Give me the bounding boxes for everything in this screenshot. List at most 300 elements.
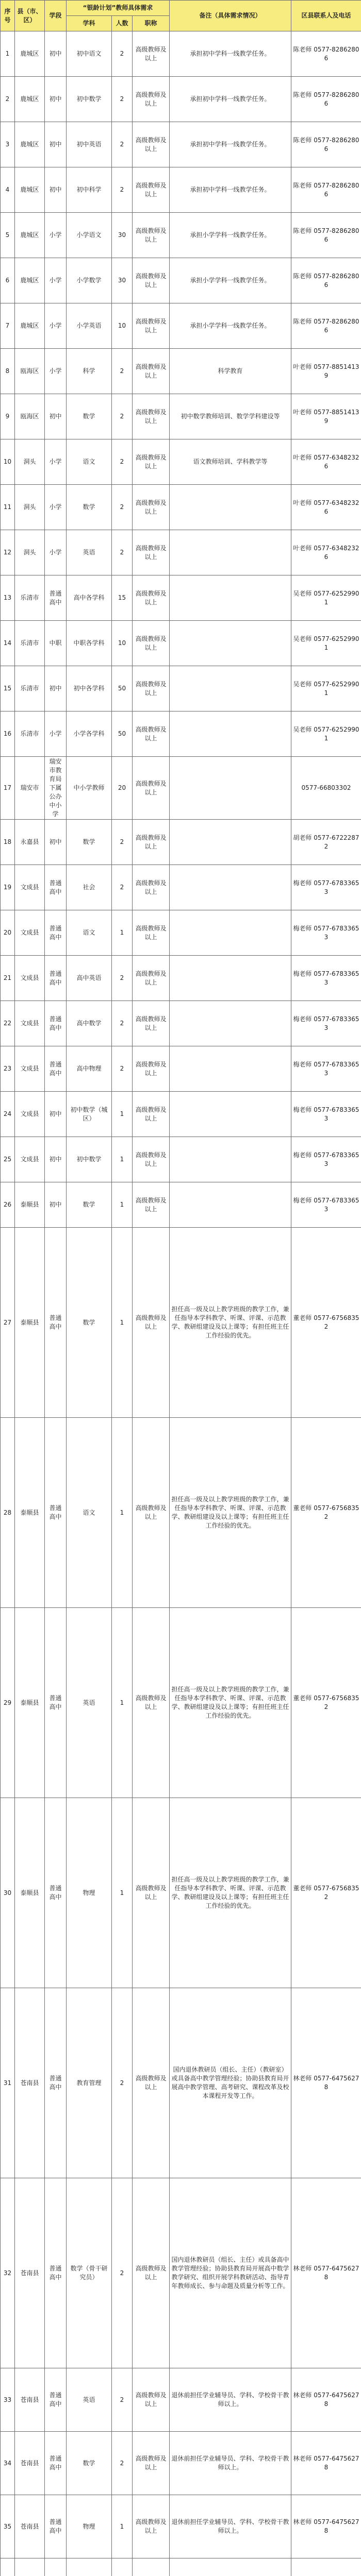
cell-seq: 7 — [1, 303, 15, 349]
cell-count: 15 — [112, 575, 133, 621]
cell-subject: 英语 — [67, 2368, 112, 2432]
cell-count: 2 — [112, 2368, 133, 2432]
cell-contact: 林老师 0577-64756278 — [291, 2432, 361, 2495]
cell-county — [15, 2558, 45, 2576]
cell-count: 1 — [112, 1182, 133, 1228]
cell-count: 2 — [112, 167, 133, 213]
cell-title: 高级教师及以上 — [133, 303, 170, 349]
cell-subject: 语文 — [67, 910, 112, 956]
cell-title: 高级教师及以上 — [133, 394, 170, 439]
cell-subject: 初中数学 — [67, 77, 112, 122]
cell-count: 1 — [112, 1798, 133, 1988]
cell-seq: 23 — [1, 1046, 15, 1092]
cell-count: 2 — [112, 439, 133, 485]
table-row — [1, 666, 361, 711]
cell-contact: 林老师 0577-64756278 — [291, 1988, 361, 2178]
cell-level: 初中 — [45, 122, 67, 167]
cell-level: 普通高中 — [45, 956, 67, 1001]
cell-title: 高级教师及以上 — [133, 666, 170, 711]
table-row — [1, 2432, 361, 2495]
cell-title: 高级教师及以上 — [133, 77, 170, 122]
cell-title: 高级教师及以上 — [133, 1228, 170, 1418]
cell-contact — [291, 2558, 361, 2576]
cell-subject: 初中语文 — [67, 31, 112, 77]
cell-seq: 17 — [1, 757, 15, 820]
cell-level: 普通高中 — [45, 575, 67, 621]
table-row — [1, 485, 361, 530]
cell-note: 科学教育 — [170, 349, 291, 394]
cell-title: 高级教师及以上 — [133, 1001, 170, 1046]
cell-county: 泰顺县 — [15, 1228, 45, 1418]
cell-contact: 吴老师 0577-62529901 — [291, 711, 361, 757]
cell-seq: 3 — [1, 122, 15, 167]
cell-title: 高级教师及以上 — [133, 439, 170, 485]
cell-count: 1 — [112, 910, 133, 956]
header-plan: “银龄计划”教师具体需求 — [67, 1, 170, 16]
cell-title: 高级教师及以上 — [133, 1798, 170, 1988]
cell-level: 普通高中 — [45, 1046, 67, 1092]
header-contact: 区县联系人及电话 — [291, 1, 361, 31]
cell-title: 高级教师及以上 — [133, 575, 170, 621]
cell-note — [170, 485, 291, 530]
cell-count: 30 — [112, 213, 133, 258]
cell-seq: 4 — [1, 167, 15, 213]
cell-level: 普通高中 — [45, 910, 67, 956]
table-row — [1, 820, 361, 865]
cell-contact: 董老师 0577-67568352 — [291, 1228, 361, 1418]
cell-count: 2 — [112, 1001, 133, 1046]
cell-contact: 0577-66803302 — [291, 757, 361, 820]
cell-note — [170, 956, 291, 1001]
cell-subject: 初中数学（城区） — [67, 1092, 112, 1137]
cell-note: 语文教师培训、学科教学等 — [170, 439, 291, 485]
cell-contact: 梅老师 0577-67833653 — [291, 910, 361, 956]
cell-contact: 梅老师 0577-67833653 — [291, 1092, 361, 1137]
cell-level: 普通高中 — [45, 1418, 67, 1608]
cell-contact: 陈老师 0577-82862806 — [291, 77, 361, 122]
cell-contact: 梅老师 0577-67833653 — [291, 1046, 361, 1092]
cell-level: 普通高中 — [45, 2432, 67, 2495]
cell-level: 初中 — [45, 1182, 67, 1228]
cell-contact: 董老师 0577-67568352 — [291, 1608, 361, 1798]
cell-county: 瓯海区 — [15, 394, 45, 439]
table-row — [1, 910, 361, 956]
cell-count: 2 — [112, 349, 133, 394]
cell-level — [45, 2558, 67, 2576]
cell-county: 泰顺县 — [15, 1798, 45, 1988]
cell-contact: 叶老师 0577-63482326 — [291, 530, 361, 575]
cell-seq — [1, 2558, 15, 2576]
cell-count: 1 — [112, 1418, 133, 1608]
cell-seq: 2 — [1, 77, 15, 122]
cell-note — [170, 1137, 291, 1182]
cell-level: 初中 — [45, 1137, 67, 1182]
cell-contact: 叶老师 0577-88514139 — [291, 349, 361, 394]
cell-note: 退休前担任学业辅导员、学科、学校骨干教师以上。 — [170, 2432, 291, 2495]
cell-subject: 英语 — [67, 1608, 112, 1798]
table-row — [1, 213, 361, 258]
cell-title: 高级教师及以上 — [133, 2495, 170, 2558]
cell-title: 高级教师及以上 — [133, 258, 170, 303]
table-row — [1, 394, 361, 439]
cell-note: 承担初中学科一线教学任务。 — [170, 77, 291, 122]
cell-subject: 英语 — [67, 530, 112, 575]
cell-subject: 数学（骨干研究员） — [67, 2178, 112, 2368]
cell-level: 小学 — [45, 485, 67, 530]
cell-level: 初中 — [45, 77, 67, 122]
cell-subject: 初中各学科 — [67, 666, 112, 711]
cell-county: 文成县 — [15, 1046, 45, 1092]
cell-county: 乐清市 — [15, 575, 45, 621]
cell-level: 普通高中 — [45, 1798, 67, 1988]
cell-contact: 叶老师 0577-63482326 — [291, 485, 361, 530]
cell-note: 承担小学学科一线教学任务。 — [170, 213, 291, 258]
cell-subject: 数学 — [67, 1182, 112, 1228]
table-row — [1, 1608, 361, 1798]
cell-contact: 陈老师 0577-82862806 — [291, 303, 361, 349]
cell-subject: 中职各学科 — [67, 621, 112, 666]
table-row — [1, 31, 361, 77]
cell-contact: 董老师 0577-67568352 — [291, 1418, 361, 1608]
cell-contact: 陈老师 0577-82862806 — [291, 213, 361, 258]
cell-subject: 小学各学科 — [67, 711, 112, 757]
cell-seq: 15 — [1, 666, 15, 711]
cell-seq: 14 — [1, 621, 15, 666]
cell-county: 文成县 — [15, 1137, 45, 1182]
cell-contact: 胡老师 0577-67222872 — [291, 820, 361, 865]
cell-seq: 12 — [1, 530, 15, 575]
cell-level: 小学 — [45, 349, 67, 394]
cell-title: 高级教师及以上 — [133, 485, 170, 530]
cell-level: 初中 — [45, 31, 67, 77]
cell-seq: 20 — [1, 910, 15, 956]
table-row — [1, 1137, 361, 1182]
cell-county: 乐清市 — [15, 711, 45, 757]
cell-title: 高级教师及以上 — [133, 1608, 170, 1798]
cell-contact: 林老师 0577-64756278 — [291, 2178, 361, 2368]
cell-level: 普通高中 — [45, 1988, 67, 2178]
cell-title: 高级教师及以上 — [133, 711, 170, 757]
cell-count: 1 — [112, 1137, 133, 1182]
cell-subject: 小学语文 — [67, 213, 112, 258]
cell-seq: 16 — [1, 711, 15, 757]
cell-level: 初中 — [45, 820, 67, 865]
cell-subject: 初中英语 — [67, 122, 112, 167]
cell-title: 高级教师及以上 — [133, 956, 170, 1001]
table-row — [1, 1092, 361, 1137]
cell-note: 承担初中学科一线教学任务。 — [170, 31, 291, 77]
cell-seq: 22 — [1, 1001, 15, 1046]
cell-seq: 1 — [1, 31, 15, 77]
cell-contact: 吴老师 0577-62529901 — [291, 575, 361, 621]
cell-count: 2 — [112, 122, 133, 167]
cell-count: 2 — [112, 485, 133, 530]
cell-title: 高级教师及以上 — [133, 213, 170, 258]
cell-contact: 叶老师 0577-63482326 — [291, 439, 361, 485]
header-row-top — [1, 1, 361, 16]
cell-county: 乐清市 — [15, 621, 45, 666]
cell-contact: 陈老师 0577-82862806 — [291, 167, 361, 213]
cell-county: 泰顺县 — [15, 1182, 45, 1228]
cell-subject: 数学 — [67, 820, 112, 865]
cell-level: 中职 — [45, 621, 67, 666]
cell-note — [170, 865, 291, 910]
cell-seq: 31 — [1, 1988, 15, 2178]
cell-seq: 11 — [1, 485, 15, 530]
cell-county: 苍南县 — [15, 1988, 45, 2178]
cell-subject: 数学 — [67, 485, 112, 530]
cell-county: 洞头 — [15, 439, 45, 485]
cell-seq: 27 — [1, 1228, 15, 1418]
cell-county: 泰顺县 — [15, 1418, 45, 1608]
table-row — [1, 349, 361, 394]
cell-contact: 梅老师 0577-67833653 — [291, 956, 361, 1001]
cell-note — [170, 1092, 291, 1137]
cell-level: 普通高中 — [45, 1608, 67, 1798]
table-row — [1, 956, 361, 1001]
cell-subject: 语文 — [67, 1418, 112, 1608]
cell-count: 50 — [112, 666, 133, 711]
cell-note: 担任高一级及以上教学班级的教学工作，兼任指导本学科教学、听课、评课、示范教学、教研组建设及以上课等；有担任班主任工作经验的优先。 — [170, 1608, 291, 1798]
cell-note: 初中数学教师培训、数学学科建设等 — [170, 394, 291, 439]
cell-subject: 语文 — [67, 439, 112, 485]
cell-subject: 数学 — [67, 394, 112, 439]
cell-subject: 教育管理 — [67, 1988, 112, 2178]
cell-seq: 35 — [1, 2495, 15, 2558]
cell-contact: 林老师 0577-64756278 — [291, 2495, 361, 2558]
cell-subject: 科学 — [67, 349, 112, 394]
cell-seq: 21 — [1, 956, 15, 1001]
header-note: 备注（具体需求情况） — [170, 1, 291, 31]
cell-county: 文成县 — [15, 865, 45, 910]
cell-subject: 高中各学科 — [67, 575, 112, 621]
table-row — [1, 2368, 361, 2432]
table-row — [1, 757, 361, 820]
cell-count: 20 — [112, 757, 133, 820]
cell-seq: 13 — [1, 575, 15, 621]
header-seq: 序号 — [1, 1, 15, 31]
cell-level: 瑞安市教育局下属公办中小学 — [45, 757, 67, 820]
cell-seq: 10 — [1, 439, 15, 485]
cell-level: 小学 — [45, 213, 67, 258]
cell-subject: 高中英语 — [67, 956, 112, 1001]
cell-county: 文成县 — [15, 956, 45, 1001]
table-row — [1, 1418, 361, 1608]
cell-subject: 数学 — [67, 1228, 112, 1418]
cell-contact: 梅老师 0577-67833653 — [291, 1137, 361, 1182]
cell-level: 初中 — [45, 1092, 67, 1137]
cell-level: 小学 — [45, 711, 67, 757]
table-row — [1, 2495, 361, 2558]
table-row — [1, 303, 361, 349]
cell-county: 鹿城区 — [15, 258, 45, 303]
cell-note — [170, 530, 291, 575]
cell-county: 鹿城区 — [15, 122, 45, 167]
cell-seq: 26 — [1, 1182, 15, 1228]
table-row — [1, 530, 361, 575]
cell-note: 国内退休教研员（组长、主任）（教研室）或具备高中教学管理经验；协助县教育局开展高中教学管理、高考研究、课程改革及校本课程开发等工作。 — [170, 1988, 291, 2178]
cell-title: 高级教师及以上 — [133, 2178, 170, 2368]
cell-contact: 梅老师 0577-67833653 — [291, 1001, 361, 1046]
cell-subject: 高中数学 — [67, 1001, 112, 1046]
cell-county: 永嘉县 — [15, 820, 45, 865]
cell-count: 10 — [112, 303, 133, 349]
cell-note: 承担初中学科一线教学任务。 — [170, 122, 291, 167]
cell-subject: 社会 — [67, 865, 112, 910]
cell-contact: 陈老师 0577-82862806 — [291, 122, 361, 167]
cell-contact: 陈老师 0577-82862806 — [291, 31, 361, 77]
cell-seq: 8 — [1, 349, 15, 394]
cell-title: 高级教师及以上 — [133, 1988, 170, 2178]
cell-subject: 小学数学 — [67, 258, 112, 303]
cell-title: 高级教师及以上 — [133, 621, 170, 666]
cell-count: 1 — [112, 1092, 133, 1137]
table-row — [1, 621, 361, 666]
cell-title: 高级教师及以上 — [133, 757, 170, 820]
header-county: 县（市、区） — [15, 1, 45, 31]
cell-note: 退休前担任学业辅导员、学科、学校骨干教师以上。 — [170, 2368, 291, 2432]
cell-subject: 高中物理 — [67, 1046, 112, 1092]
cell-title: 高级教师及以上 — [133, 530, 170, 575]
cell-level: 普通高中 — [45, 2178, 67, 2368]
cell-note — [170, 621, 291, 666]
cell-count: 2 — [112, 1046, 133, 1092]
cell-note — [170, 757, 291, 820]
cell-seq: 33 — [1, 2368, 15, 2432]
cell-count: 1 — [112, 2495, 133, 2558]
cell-title: 高级教师及以上 — [133, 122, 170, 167]
table-row — [1, 167, 361, 213]
cell-county: 鹿城区 — [15, 77, 45, 122]
cell-note — [170, 1046, 291, 1092]
cell-title: 高级教师及以上 — [133, 820, 170, 865]
table-row — [1, 865, 361, 910]
cell-level: 普通高中 — [45, 865, 67, 910]
cell-title: 高级教师及以上 — [133, 1182, 170, 1228]
table-row — [1, 77, 361, 122]
cell-note: 承担小学学科一线教学任务。 — [170, 303, 291, 349]
cell-county: 文成县 — [15, 1092, 45, 1137]
cell-title: 高级教师及以上 — [133, 865, 170, 910]
table-row — [1, 2178, 361, 2368]
cell-county: 洞头 — [15, 530, 45, 575]
cell-count: 2 — [112, 2432, 133, 2495]
cell-county: 苍南县 — [15, 2178, 45, 2368]
cell-count: 2 — [112, 394, 133, 439]
cell-note — [170, 2558, 291, 2576]
cell-seq: 32 — [1, 2178, 15, 2368]
cell-count: 1 — [112, 1608, 133, 1798]
header-title: 职称 — [133, 16, 170, 31]
cell-note: 担任高一级及以上教学班级的教学工作，兼任指导本学科教学、听课、评课、示范教学、教研组建设及以上课等；有担任班主任工作经验的优先。 — [170, 1228, 291, 1418]
cell-count — [112, 2558, 133, 2576]
cell-note: 退休前担任学业辅导员、学科、学校骨干教师以上。 — [170, 2495, 291, 2558]
cell-county: 文成县 — [15, 1001, 45, 1046]
cell-level: 小学 — [45, 258, 67, 303]
cell-contact: 陈老师 0577-82862806 — [291, 258, 361, 303]
cell-note — [170, 820, 291, 865]
cell-contact: 吴老师 0577-62529901 — [291, 621, 361, 666]
cell-seq: 28 — [1, 1418, 15, 1608]
cell-count: 2 — [112, 2178, 133, 2368]
cell-level: 普通高中 — [45, 2368, 67, 2432]
table-row — [1, 122, 361, 167]
cell-subject: 物理 — [67, 2495, 112, 2558]
cell-title: 高级教师及以上 — [133, 349, 170, 394]
cell-subject: 初中数学 — [67, 1137, 112, 1182]
cell-note — [170, 1182, 291, 1228]
cell-count: 2 — [112, 820, 133, 865]
cell-note: 担任高一级及以上教学班级的教学工作，兼任指导本学科教学、听课、评课、示范教学、教研组建设及以上课等；有担任班主任工作经验的优先。 — [170, 1798, 291, 1988]
cell-title: 高级教师及以上 — [133, 1092, 170, 1137]
cell-subject — [67, 2558, 112, 2576]
cell-seq: 6 — [1, 258, 15, 303]
cell-note — [170, 910, 291, 956]
table-row — [1, 1798, 361, 1988]
cell-note: 承担小学学科一线教学任务。 — [170, 258, 291, 303]
cell-title: 高级教师及以上 — [133, 167, 170, 213]
cell-county: 瑞安市 — [15, 757, 45, 820]
cell-seq: 24 — [1, 1092, 15, 1137]
table-row — [1, 1046, 361, 1092]
header-level: 学段 — [45, 1, 67, 31]
cell-note — [170, 575, 291, 621]
cell-count: 2 — [112, 77, 133, 122]
cell-subject: 小学英语 — [67, 303, 112, 349]
cell-note: 国内退休教研员（组长、主任）或具备高中教学管理经验；协助县教育局开展高中数学教学研究、组织开展学科教研活动、指导青年教师成长、参与命题及质量分析等工作。 — [170, 2178, 291, 2368]
cell-subject: 物理 — [67, 1798, 112, 1988]
cell-seq: 5 — [1, 213, 15, 258]
cell-title: 高级教师及以上 — [133, 1137, 170, 1182]
cell-title: 高级教师及以上 — [133, 31, 170, 77]
cell-count: 30 — [112, 258, 133, 303]
cell-contact: 吴老师 0577-62529901 — [291, 666, 361, 711]
cell-county: 鹿城区 — [15, 213, 45, 258]
cell-count: 2 — [112, 1988, 133, 2178]
cell-contact: 叶老师 0577-88514139 — [291, 394, 361, 439]
cell-level: 普通高中 — [45, 2495, 67, 2558]
table-row — [1, 439, 361, 485]
cell-subject: 数学 — [67, 2432, 112, 2495]
cell-subject: 中小学教师 — [67, 757, 112, 820]
cell-title: 高级教师及以上 — [133, 2432, 170, 2495]
table-row — [1, 575, 361, 621]
table-row — [1, 711, 361, 757]
cell-level: 普通高中 — [45, 1001, 67, 1046]
cell-contact: 梅老师 0577-67833653 — [291, 865, 361, 910]
cell-count: 2 — [112, 956, 133, 1001]
cell-note: 承担初中学科一线教学任务。 — [170, 167, 291, 213]
cell-county: 文成县 — [15, 910, 45, 956]
cell-level: 初中 — [45, 394, 67, 439]
cell-county: 苍南县 — [15, 2432, 45, 2495]
cell-level: 小学 — [45, 439, 67, 485]
cell-county: 鹿城区 — [15, 303, 45, 349]
table-row — [1, 258, 361, 303]
cell-count: 2 — [112, 31, 133, 77]
cell-seq: 9 — [1, 394, 15, 439]
header-count: 人数 — [112, 16, 133, 31]
cell-level: 小学 — [45, 303, 67, 349]
cell-level: 初中 — [45, 666, 67, 711]
cell-count: 1 — [112, 1228, 133, 1418]
cell-count: 50 — [112, 711, 133, 757]
cell-count: 2 — [112, 530, 133, 575]
cell-level: 小学 — [45, 530, 67, 575]
cell-note — [170, 1001, 291, 1046]
table-row — [1, 1001, 361, 1046]
cell-level: 初中 — [45, 167, 67, 213]
